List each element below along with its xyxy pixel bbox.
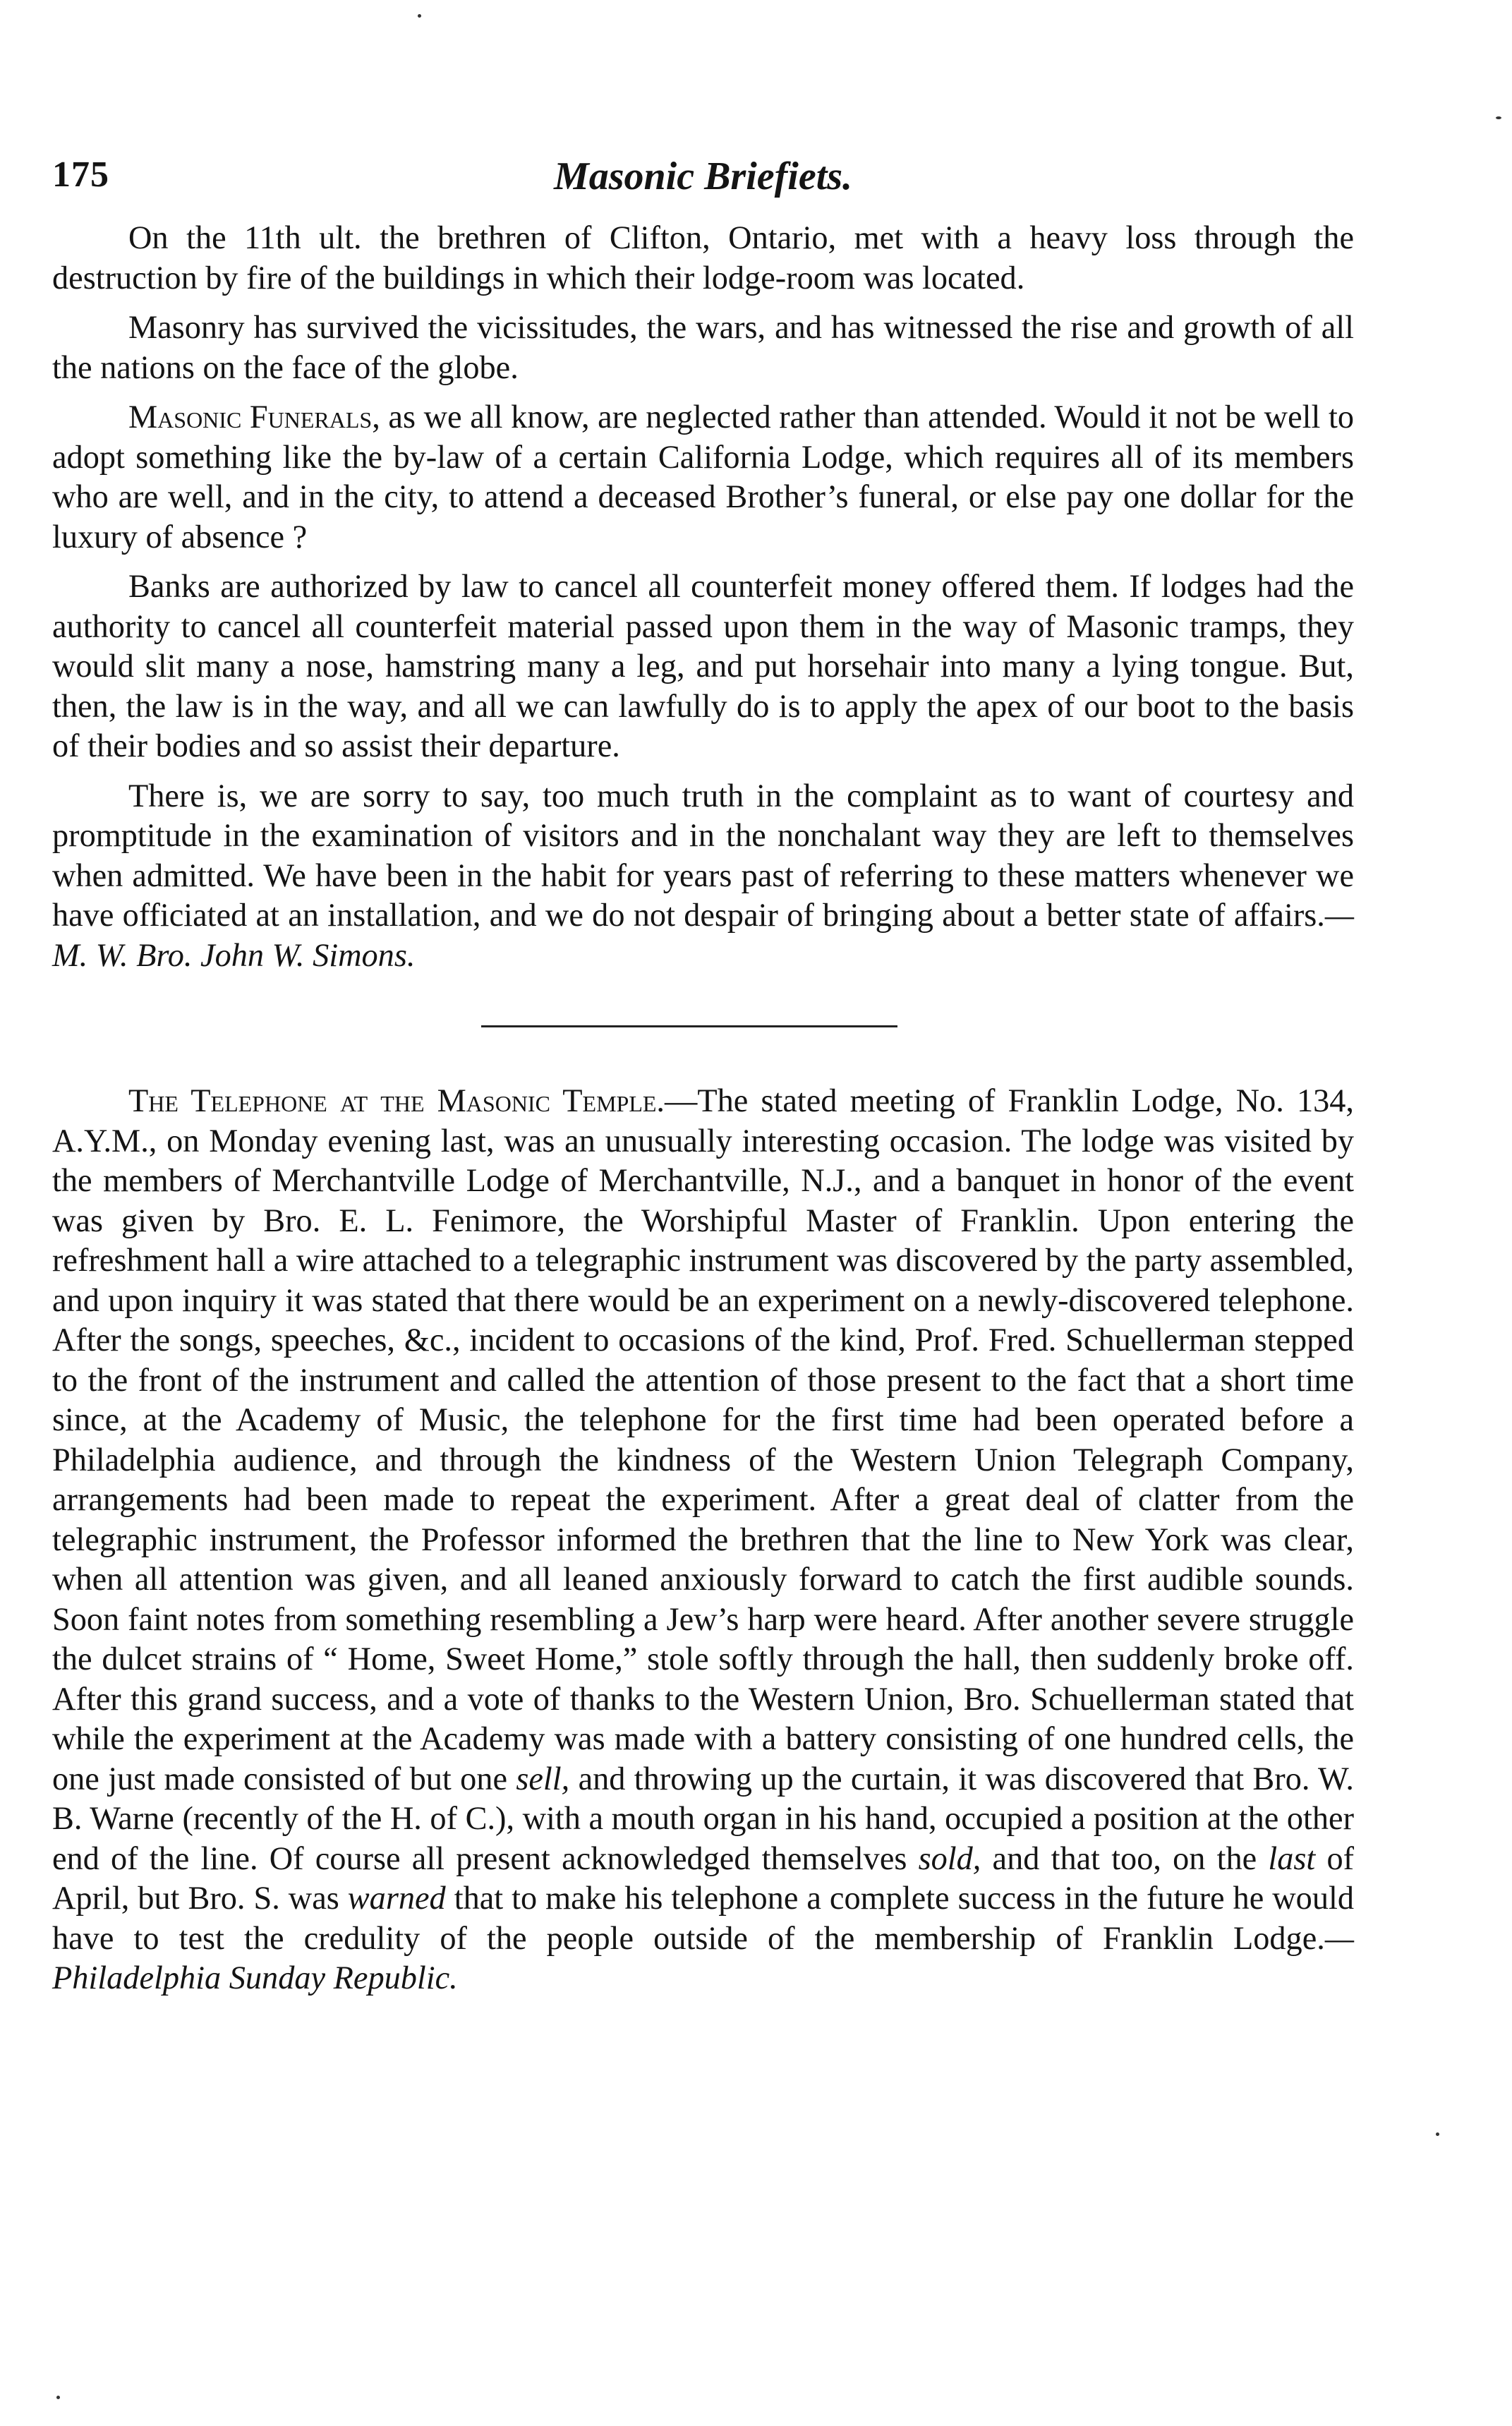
paragraph-text: as we all know, are neglected rather than attended. Would it not be well to adopt something like the by-law of a certain California Lodge, which requires all of its members who are well, and in the city, to attend a deceased Brother’s funeral, or else pay one dollar for the luxury of absence ?	[52, 399, 1354, 555]
paragraph-text: On the 11th ult. the brethren of Clifton, Ontario, met with a heavy loss through the destruction by fire of the buildings in which their lodge-room was located.	[52, 220, 1354, 296]
divider-rule	[481, 1025, 897, 1027]
attribution: —M. W. Bro. John W. Simons.	[52, 898, 1354, 974]
paragraph-banks	[52, 567, 1354, 767]
paragraph-clifton	[52, 219, 1354, 298]
paragraph-masonry	[52, 308, 1354, 388]
paragraph-lead: Masonic Funerals,	[128, 399, 380, 435]
print-speck	[418, 14, 421, 18]
print-speck	[1436, 2132, 1439, 2136]
paragraph-funerals	[52, 398, 1354, 557]
article-italic: sell,	[516, 1761, 570, 1797]
book-page	[52, 141, 1354, 1999]
print-speck	[56, 2396, 60, 2399]
print-speck	[1496, 116, 1501, 119]
page-header	[52, 141, 1354, 219]
paragraph-courtesy	[52, 777, 1354, 977]
article-telephone	[52, 1082, 1354, 1999]
article-italic: warned	[347, 1881, 446, 1917]
article-text: that to make his telephone a complete success in the future he would have to test the credulity of the people outside of the membership of Franklin Lodge.	[52, 1881, 1354, 1957]
page-number: 175	[52, 155, 109, 195]
article-text: and that too, on the	[981, 1840, 1269, 1877]
paragraph-text: Masonry has survived the vicissitudes, the wars, and has witnessed the rise and growth of all the nations on the face of the globe.	[52, 310, 1354, 386]
paragraph-text: Banks are authorized by law to cancel all counterfeit money offered them. If lodges had the authority to cancel all counterfeit material passed upon them in the way of Masonic tramps, they would slit many a nose, hamstring many a leg, and put horsehair into many a lying tongue. But, then, the law is in the way, and all we can lawfully do is to apply the apex of our boot to the basis of their bodies and so assist their departure.	[52, 569, 1354, 764]
article-text: of April, but Bro. S. was	[52, 1840, 1355, 1917]
paragraph-text: There is, we are sorry to say, too much truth in the complaint as to want of courtesy and promptitude in the examination of visitors and in the nonchalant way they are left to themselves when admitted. We have been in the habit for years past of referring to these matters whenever we have officiated at an installation, and we do not despair of bringing about a better state of affairs.	[52, 778, 1354, 934]
section-divider	[52, 976, 1354, 1082]
article-lead: The Telephone at the Masonic Temple.	[128, 1083, 665, 1119]
article-text: —The stated meeting of Franklin Lodge, No. 134, A.Y.M., on Monday evening last, was an unusually interesting occasion. The lodge was visited by the members of Merchantville Lodge of Merchantville, N.J., and a banquet in honor of the event was given by Bro. E. L. Fenimore, the Worshipful Master of Franklin. Upon entering the refreshment hall a wire attached to a telegraphic instrument was discovered by the party assembled, and upon inquiry it was stated that there would be an experiment on a newly-discovered telephone. After the songs, speeches, &c., incident to occasions of the kind, Prof. Fred. Schuellerman stepped to the front of the instrument and called the attention of those present to the fact that a short time since, at the Academy of Music, the telephone for the first time had been operated before a Philadelphia audience, and through the kindness of the Western Union Telegraph Company, arrangements had been made to repeat the experiment. After a great deal of clatter from the telegraphic instrument, the Professor informed the brethren that the line to New York was clear, when all attention was given, and all leaned anxiously forward to catch the first audible sounds. Soon faint notes from something resembling a Jew’s harp were heard. After another severe struggle the dulcet strains of “ Home, Sweet Home,” stole softly through the hall, then suddenly broke off. After this grand success, and a vote of thanks to the Western Union, Bro. Schuellerman stated that while the experiment at the Academy was made with a battery consisting of one hundred cells, the one just made consisted of but one	[52, 1083, 1355, 1797]
article-italic: sold,	[918, 1840, 981, 1877]
running-title: Masonic Briefiets.	[553, 155, 853, 198]
article-text: and throwing up the curtain, it was discovered that Bro. W. B. Warne (recently of the H. of C.), with a mouth organ in his hand, occupied a position at the other end of the line. Of course all present acknowledged themselves	[52, 1761, 1354, 1877]
article-italic: last	[1268, 1840, 1316, 1877]
attribution: —Philadelphia Sunday Republic.	[52, 1920, 1354, 1996]
